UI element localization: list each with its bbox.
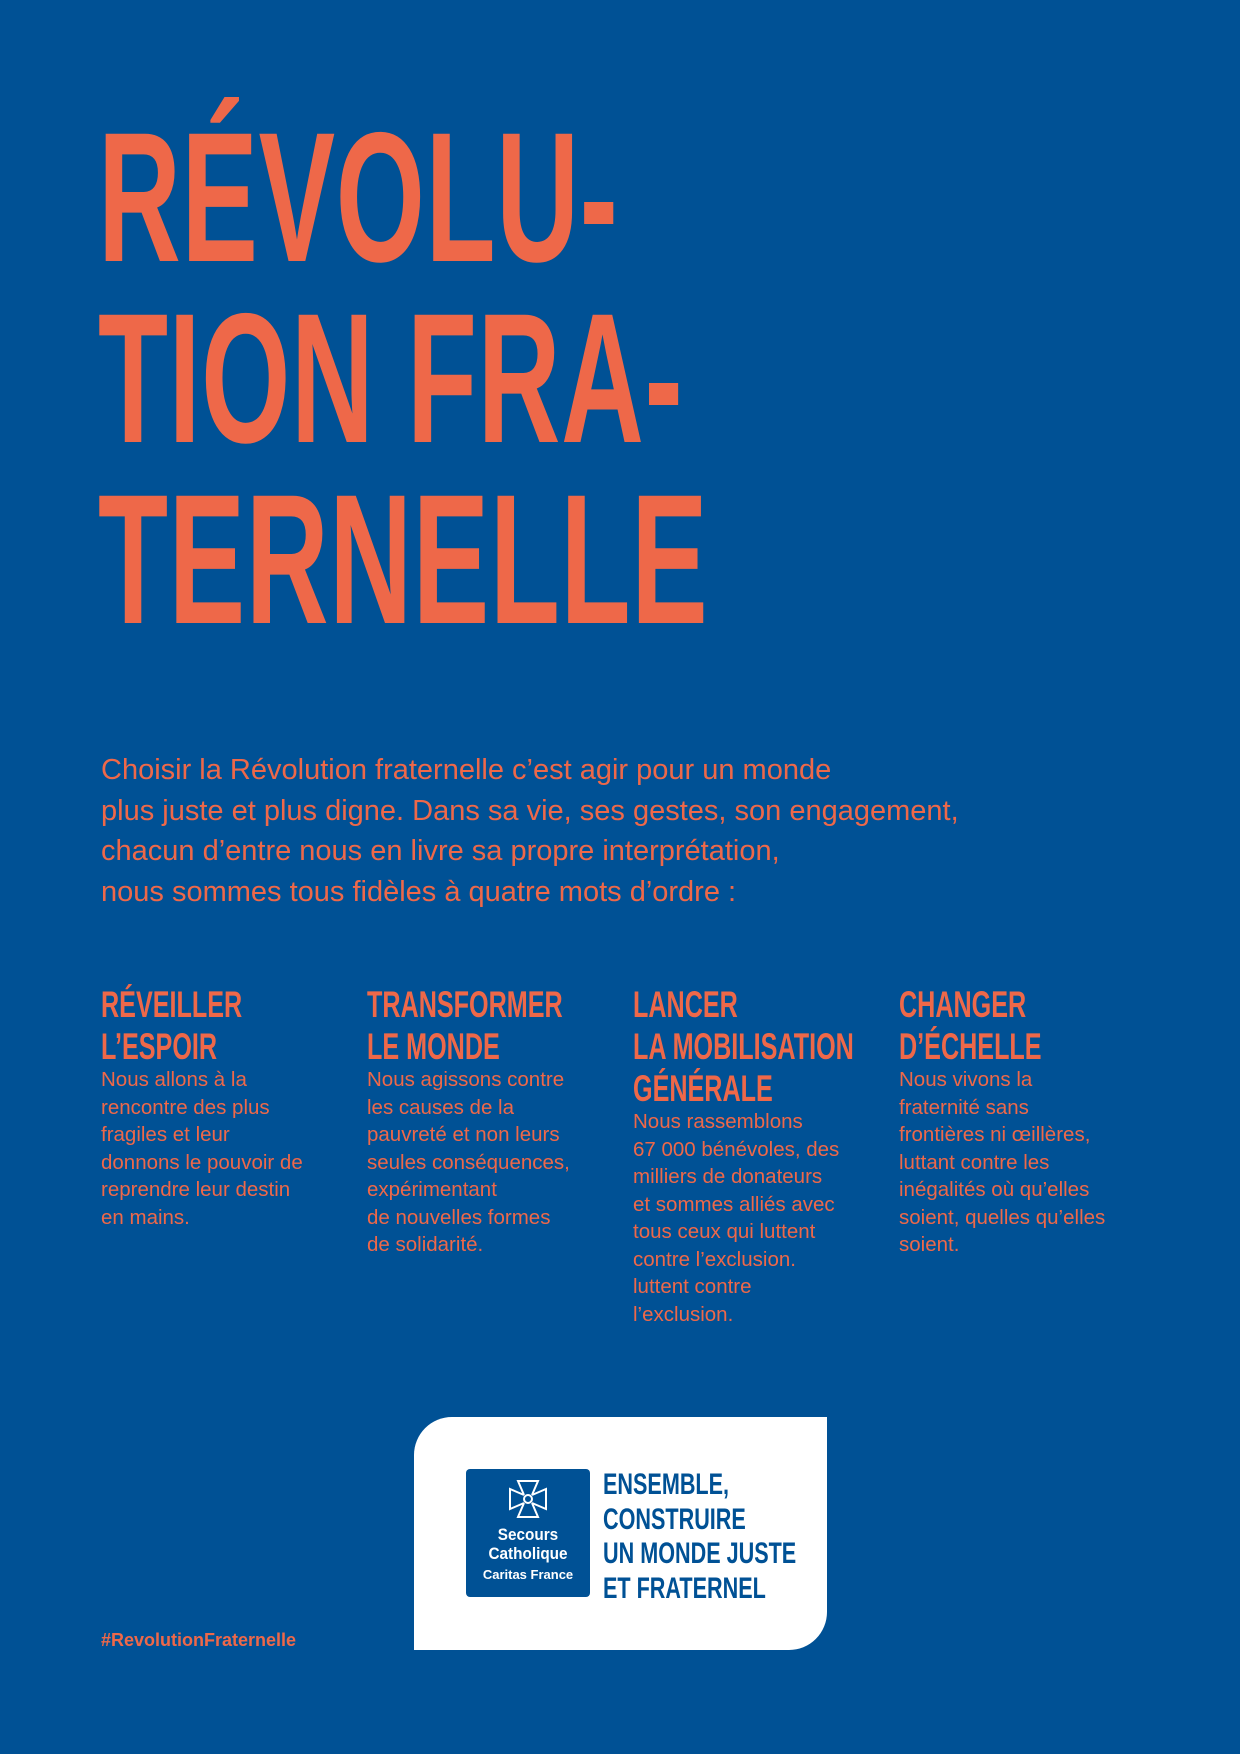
body-line: milliers de donateurs	[633, 1165, 823, 1188]
principle-transformer-monde	[367, 984, 612, 1259]
body-line: et sommes alliés avec	[633, 1192, 835, 1216]
heading-line: GÉNÉRALE	[633, 1068, 773, 1109]
title-line: TERNELLE	[98, 457, 709, 663]
body-line: en mains.	[101, 1205, 190, 1229]
body-line: Nous vivons la	[899, 1068, 1033, 1091]
body-line: expérimentant	[367, 1178, 497, 1201]
principle-body	[101, 1066, 346, 1231]
principle-heading	[899, 984, 1066, 1068]
title-line: RÉVOLU-	[98, 95, 619, 301]
body-line: soient.	[899, 1233, 960, 1256]
logo-text-catholique: Catholique	[488, 1544, 568, 1563]
logo-text-caritas-france: Caritas France	[482, 1567, 574, 1582]
body-line: l’exclusion.	[633, 1302, 734, 1326]
hashtag: #RevolutionFraternelle	[101, 1630, 297, 1650]
intro-paragraph	[101, 750, 1101, 912]
principle-changer-echelle	[899, 984, 1144, 1259]
heading-line: LANCER	[633, 984, 738, 1025]
body-line: fraternité sans	[899, 1095, 1029, 1119]
body-line: donnons le pouvoir de	[101, 1150, 303, 1174]
tagline-line: ET FRATERNEL	[603, 1571, 766, 1605]
body-line: Nous agissons contre	[367, 1068, 565, 1091]
heading-line: LA MOBILISATION	[633, 1026, 854, 1067]
page-title	[98, 95, 709, 663]
body-line: fragiles et leur	[101, 1123, 230, 1146]
body-line: luttent contre	[633, 1275, 752, 1298]
tagline-line: CONSTRUIRE	[603, 1502, 746, 1536]
principle-heading	[367, 984, 563, 1068]
body-line: de solidarité.	[367, 1233, 484, 1256]
principle-body	[367, 1066, 612, 1259]
principle-lancer-mobilisation	[633, 984, 878, 1328]
tagline-line: ENSEMBLE,	[603, 1468, 730, 1501]
intro-line: nous sommes tous fidèles à quatre mots d’ordre :	[101, 875, 737, 908]
heading-line: CHANGER	[899, 984, 1027, 1025]
body-line: seules conséquences,	[367, 1150, 570, 1174]
principles-columns	[101, 984, 1161, 1344]
heading-line: L’ESPOIR	[101, 1026, 218, 1067]
heading-line: D’ÉCHELLE	[899, 1026, 1042, 1067]
body-line: luttant contre les	[899, 1150, 1050, 1174]
body-line: de nouvelles formes	[367, 1205, 551, 1229]
body-line: soient, quelles qu’elles	[899, 1205, 1106, 1229]
intro-line: chacun d’entre nous en livre sa propre interprétation,	[101, 835, 780, 867]
principle-reveiller-espoir	[101, 984, 346, 1231]
body-line: pauvreté et non leurs	[367, 1123, 560, 1146]
body-line: Nous rassemblons	[633, 1110, 803, 1133]
body-line: Nous allons à la	[101, 1068, 247, 1091]
body-line: 67 000 bénévoles, des	[633, 1137, 840, 1161]
principle-body	[633, 1108, 878, 1328]
principle-heading	[101, 984, 268, 1068]
tagline-line: UN MONDE JUSTE	[603, 1537, 797, 1570]
intro-line: Choisir la Révolution fraternelle c’est agir pour un monde	[101, 754, 832, 786]
body-line: contre l’exclusion.	[633, 1247, 796, 1271]
body-line: rencontre des plus	[101, 1095, 270, 1119]
signature-card	[414, 1417, 827, 1650]
body-line: tous ceux qui luttent	[633, 1220, 816, 1243]
tagline	[603, 1468, 796, 1606]
heading-line: RÉVEILLER	[101, 984, 243, 1025]
intro-line: plus juste et plus digne. Dans sa vie, ses gestes, son engagement,	[101, 794, 959, 827]
body-line: reprendre leur destin	[101, 1178, 291, 1201]
heading-line: TRANSFORMER	[367, 984, 563, 1025]
body-line: inégalités où qu’elles	[899, 1178, 1090, 1201]
caritas-cross-icon	[506, 1477, 550, 1521]
principle-body	[899, 1066, 1144, 1259]
secours-catholique-logo	[466, 1469, 590, 1597]
heading-line: LE MONDE	[367, 1026, 500, 1067]
title-line: TION FRA-	[98, 276, 684, 482]
body-line: les causes de la	[367, 1095, 515, 1119]
body-line: frontières ni œillères,	[899, 1123, 1091, 1146]
principle-heading	[633, 984, 854, 1110]
logo-text-secours: Secours	[497, 1525, 559, 1544]
